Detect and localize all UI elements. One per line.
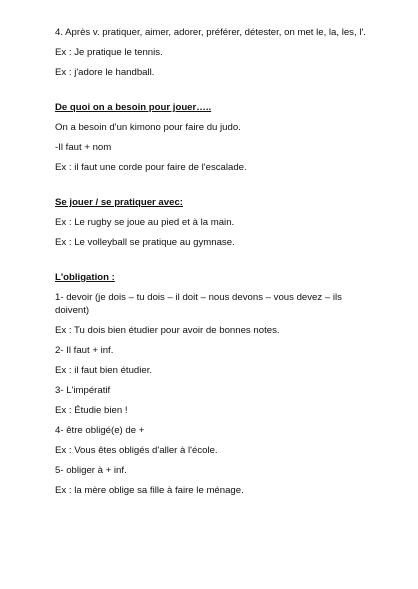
example-line: Ex : Vous êtes obligés d'aller à l'école. — [55, 445, 218, 456]
section-heading: Se jouer / se pratiquer avec: — [55, 197, 183, 208]
example-line: Ex : il faut une corde pour faire de l'escalade. — [55, 162, 247, 173]
example-line: Ex : Je pratique le tennis. — [55, 47, 163, 58]
section-articles — [55, 26, 378, 79]
rule-line: 1- devoir (je dois – tu dois – il doit – nous devons – vous devez – ils doivent) — [55, 292, 342, 316]
section-besoin — [55, 101, 378, 174]
rule-line: On a besoin d'un kimono pour faire du judo. — [55, 122, 241, 133]
section-heading: L'obligation : — [55, 272, 115, 283]
example-line: Ex : Tu dois bien étudier pour avoir de bonnes notes. — [55, 325, 280, 336]
rule-line: 2- Il faut + inf. — [55, 345, 114, 356]
example-line: Ex : j'adore le handball. — [55, 67, 155, 78]
rule-line: 4- être obligé(e) de + — [55, 425, 145, 436]
rule-articles: 4. Après v. pratiquer, aimer, adorer, préférer, détester, on met le, la, les, l'. — [55, 27, 366, 38]
example-line: Ex : Le volleyball se pratique au gymnase. — [55, 237, 235, 248]
rule-line: -Il faut + nom — [55, 142, 112, 153]
example-line: Ex : la mère oblige sa fille à faire le ménage. — [55, 485, 244, 496]
section-heading: De quoi on a besoin pour jouer….. — [55, 102, 212, 113]
example-line: Ex : Le rugby se joue au pied et à la main. — [55, 217, 235, 228]
section-se-jouer — [55, 196, 378, 249]
rule-line: 5- obliger à + inf. — [55, 465, 127, 476]
example-line: Ex : Étudie bien ! — [55, 405, 128, 416]
example-line: Ex : il faut bien étudier. — [55, 365, 153, 376]
rule-line: 3- L'impératif — [55, 385, 111, 396]
section-obligation — [55, 271, 378, 497]
